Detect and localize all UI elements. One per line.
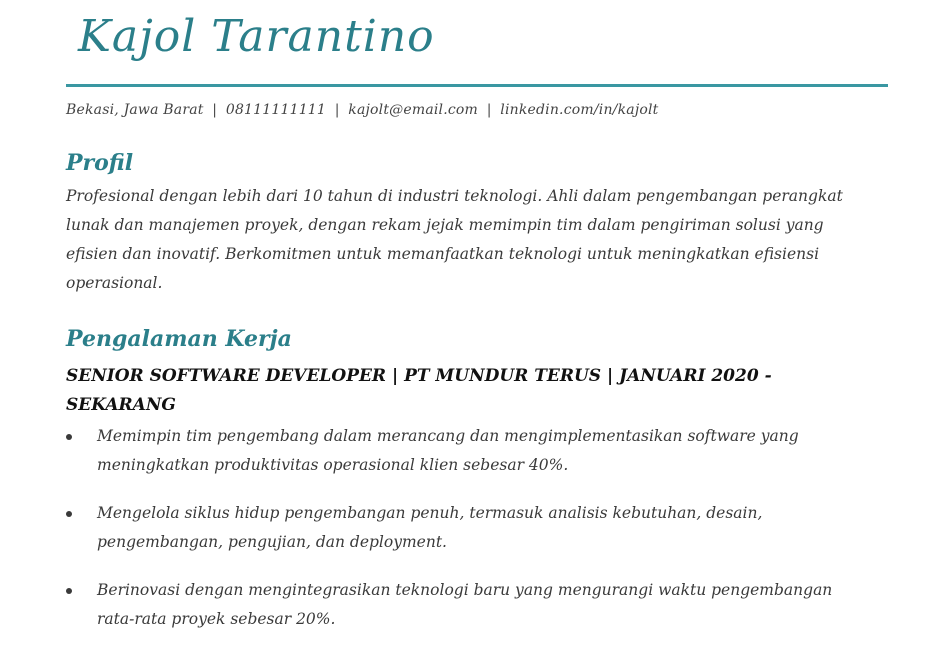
contact-separator: |: [334, 102, 340, 118]
contact-location: Bekasi, Jawa Barat: [66, 102, 204, 118]
resume-page: [66, 0, 888, 653]
bullet-text: Memimpin tim pengembang dalam merancang dan mengimplementasikan software yang meningkatkan produktivitas operasional klien sebesar 40%.: [97, 427, 799, 474]
profile-heading: Profil: [66, 150, 134, 176]
list-item: [66, 576, 857, 634]
list-item: [66, 422, 857, 480]
bullet-text: Mengelola siklus hidup pengembangan penuh, termasuk analisis kebutuhan, desain, pengembangan, pengujian, dan deployment.: [97, 504, 763, 551]
profile-text: Profesional dengan lebih dari 10 tahun di industri teknologi. Ahli dalam pengembangan perangkat lunak dan manajemen proyek, dengan rekam jejak memimpin tim dalam pengiriman solusi yang efisien dan inovatif. Berkomitmen untuk memanfaatkan teknologi untuk meningkatkan efisiensi operasional.: [66, 187, 843, 292]
candidate-name: Kajol Tarantino: [78, 11, 435, 62]
list-item: [66, 499, 857, 557]
contact-linkedin: linkedin.com/in/kajolt: [500, 102, 659, 118]
bullet-icon: [66, 511, 72, 517]
contact-separator: |: [212, 102, 218, 118]
bullet-icon: [66, 588, 72, 594]
contact-separator: |: [486, 102, 492, 118]
job-title: SENIOR SOFTWARE DEVELOPER | PT MUNDUR TERUS | JANUARI 2020 - SEKARANG: [66, 366, 772, 415]
contact-email: kajolt@email.com: [348, 102, 479, 118]
header-divider: [66, 84, 888, 87]
contact-phone: 08111111111: [225, 102, 327, 118]
job-bullet-list: [66, 422, 888, 634]
bullet-text: Berinovasi dengan mengintegrasikan teknologi baru yang mengurangi waktu pengembangan rata-rata proyek sebesar 20%.: [97, 581, 833, 628]
bullet-icon: [66, 434, 72, 440]
experience-heading: Pengalaman Kerja: [66, 326, 292, 352]
contact-line: [66, 100, 888, 120]
